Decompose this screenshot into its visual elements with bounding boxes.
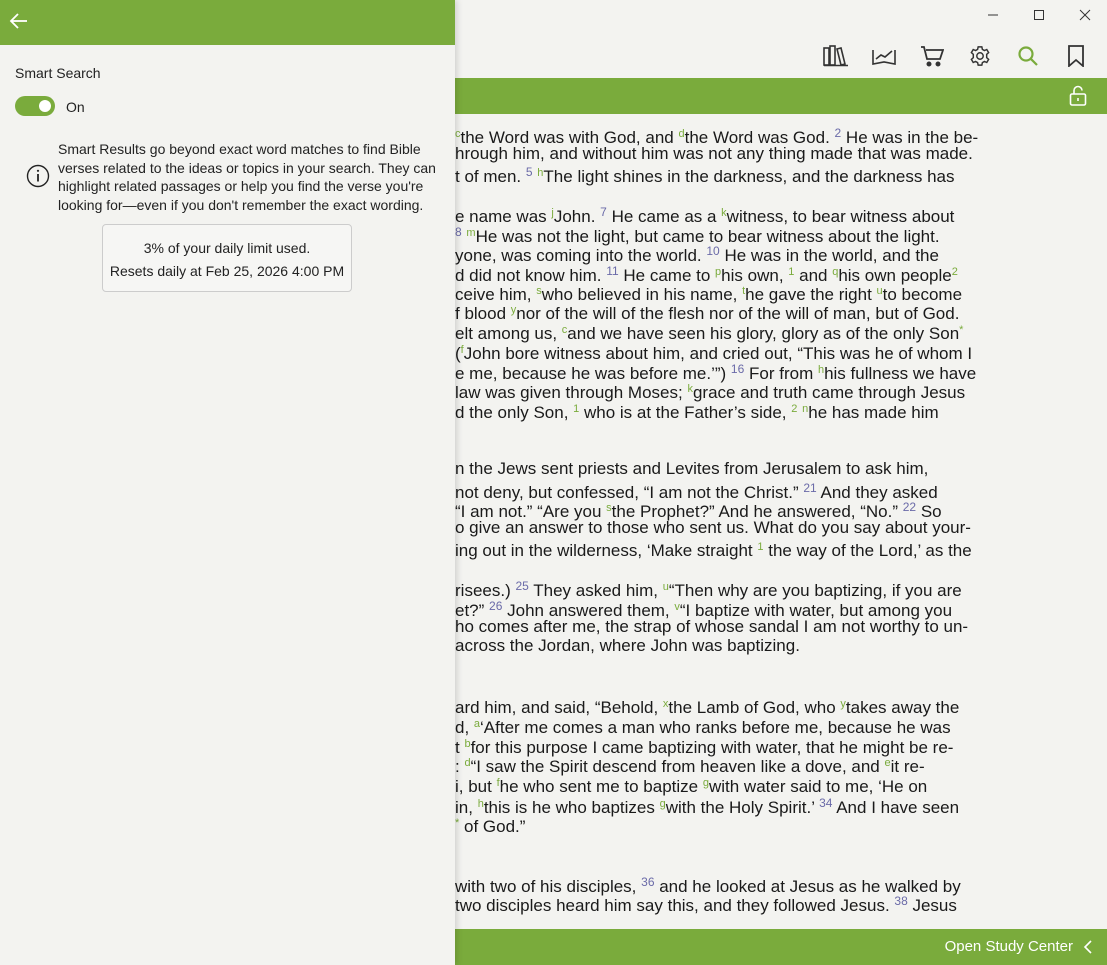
verse-text: the Word was with God, and bbox=[460, 128, 679, 147]
cross-reference-marker[interactable]: 1 bbox=[573, 402, 580, 415]
verse-text: the Word was God. bbox=[684, 128, 835, 147]
cross-reference-marker[interactable]: u bbox=[876, 284, 883, 297]
verse-text: of God.” bbox=[459, 816, 526, 836]
cross-reference-marker[interactable]: k bbox=[721, 206, 727, 219]
cross-reference-marker[interactable]: d bbox=[464, 757, 471, 770]
search-icon bbox=[1017, 45, 1039, 67]
cross-reference-marker[interactable]: * bbox=[959, 324, 964, 336]
verse-text: John. bbox=[553, 206, 601, 226]
verse-text: two disciples heard him say this, and they followed Jesus. bbox=[455, 896, 895, 916]
verse-number[interactable]: 11 bbox=[606, 263, 619, 278]
cross-reference-marker[interactable]: x bbox=[662, 698, 669, 711]
lock-button[interactable] bbox=[1067, 85, 1089, 107]
verse-text: And they asked bbox=[816, 482, 938, 502]
verse-number[interactable]: 7 bbox=[600, 204, 607, 219]
scripture-line bbox=[455, 459, 928, 479]
verse-text: law was given through Moses; bbox=[455, 383, 688, 403]
verse-text: t of men. bbox=[455, 167, 526, 187]
verse-text: and he looked at Jesus as he walked by bbox=[654, 876, 961, 896]
cross-reference-marker[interactable]: g bbox=[659, 797, 666, 810]
toggle-state-label: On bbox=[66, 99, 85, 115]
verse-text: d did not know him. bbox=[455, 265, 607, 285]
verse-text: i, but bbox=[455, 777, 497, 797]
cross-reference-marker[interactable]: h bbox=[817, 364, 825, 377]
verse-number[interactable]: 34 bbox=[819, 795, 833, 810]
verse-text: ing out in the wilderness, ‘Make straight bbox=[455, 540, 758, 560]
usage-percent-text: 3% of your daily limit used. bbox=[143, 240, 311, 256]
verse-text: d the only Son, bbox=[455, 402, 574, 422]
verse-text: yone, was coming into the world. bbox=[455, 246, 707, 266]
verse-number[interactable]: 8 bbox=[455, 224, 462, 239]
info-icon bbox=[26, 164, 50, 188]
cross-reference-marker[interactable]: y bbox=[510, 304, 517, 317]
verse-text: f blood bbox=[455, 304, 511, 324]
verse-text: his own, bbox=[721, 265, 789, 285]
verse-text: n the Jews sent priests and Levites from Jerusalem to ask him, bbox=[455, 458, 929, 478]
cross-reference-marker[interactable]: p bbox=[715, 265, 722, 278]
verse-text: o give an answer to those who sent us. What do you say about your- bbox=[455, 518, 971, 537]
verse-text: with water said to me, ‘He on bbox=[708, 777, 928, 797]
verse-text: And I have seen bbox=[832, 797, 960, 817]
cross-reference-marker[interactable]: 1 bbox=[788, 265, 795, 278]
cross-reference-marker[interactable]: g bbox=[702, 777, 709, 790]
verse-text: t bbox=[455, 737, 465, 757]
verse-text: He came as a bbox=[606, 206, 722, 226]
verse-text: d, bbox=[455, 718, 474, 737]
verse-text: “I saw the Spirit descend from heaven like a dove, and bbox=[470, 757, 885, 777]
cross-reference-marker[interactable]: q bbox=[832, 265, 839, 278]
store-button[interactable] bbox=[916, 40, 948, 72]
verse-text: who believed in his name, bbox=[541, 284, 743, 304]
verse-text: He was not the light, but came to bear witness about the light. bbox=[475, 226, 940, 246]
verse-number[interactable]: 25 bbox=[515, 579, 529, 594]
smart-search-toggle[interactable] bbox=[15, 96, 55, 116]
verse-text: The light shines in the darkness, and the darkness has bbox=[543, 167, 955, 187]
back-button[interactable] bbox=[8, 10, 32, 34]
verse-text: the Prophet?” And he answered, “No.” bbox=[611, 502, 903, 522]
usage-card bbox=[102, 224, 352, 292]
verse-text: “I am not.” “Are you bbox=[455, 502, 607, 522]
verse-number[interactable]: 21 bbox=[803, 480, 817, 495]
cross-reference-marker[interactable]: a bbox=[473, 718, 481, 730]
verse-text: Jesus bbox=[907, 896, 957, 916]
cross-reference-marker[interactable]: 1 bbox=[757, 540, 764, 553]
verse-text: elt among us, bbox=[455, 324, 562, 343]
cross-reference-marker[interactable]: m bbox=[466, 226, 476, 239]
verse-text: He was in the world, and the bbox=[719, 246, 939, 266]
verse-text: ho comes after me, the strap of whose sandal I am not worthy to un- bbox=[455, 616, 969, 636]
verse-text: in, bbox=[455, 797, 478, 817]
bookmarks-button[interactable] bbox=[1060, 40, 1092, 72]
verse-text: not deny, but confessed, “I am not the Christ.” bbox=[455, 482, 804, 502]
verse-text: e me, because he was before me.’”) bbox=[455, 364, 731, 384]
verse-text: ( bbox=[455, 343, 461, 363]
cross-reference-marker[interactable]: e bbox=[884, 757, 891, 770]
verse-text: he gave the right bbox=[745, 284, 877, 304]
minimize-icon bbox=[987, 9, 999, 21]
close-icon bbox=[1079, 9, 1091, 21]
cross-reference-marker[interactable]: y bbox=[840, 698, 846, 711]
verse-text: John answered them, bbox=[502, 600, 675, 620]
maximize-button[interactable] bbox=[1016, 0, 1062, 30]
verse-text: across the Jordan, where John was baptizing. bbox=[455, 636, 800, 656]
cross-reference-marker[interactable]: s bbox=[606, 502, 612, 515]
verse-text: for this purpose I came baptizing with water, that he might be re- bbox=[470, 737, 954, 757]
verse-text: with the Holy Spirit.’ bbox=[665, 797, 820, 817]
verse-text: John bore witness about him, and cried out, “This was he of whom I bbox=[463, 343, 973, 363]
cross-reference-marker[interactable]: f bbox=[460, 343, 464, 356]
verse-text: ard him, and said, “Behold, bbox=[455, 698, 663, 718]
cross-reference-marker[interactable]: b bbox=[464, 737, 471, 750]
reading-plans-icon bbox=[872, 46, 896, 66]
smart-search-label: Smart Search bbox=[15, 65, 101, 81]
verse-number[interactable]: 26 bbox=[489, 598, 503, 613]
chevron-left-icon bbox=[1083, 940, 1093, 954]
description-line: verses related to the ideas or topics in your search. They can bbox=[58, 159, 436, 176]
verse-text: nor of the will of the flesh nor of the will of man, but of God. bbox=[516, 304, 960, 324]
verse-text: et?” bbox=[455, 600, 490, 620]
scripture-line bbox=[455, 794, 959, 818]
gear-icon bbox=[969, 45, 991, 67]
verse-text: hrough him, and without him was not any thing made that was made. bbox=[455, 143, 973, 163]
library-icon bbox=[823, 45, 849, 67]
cross-reference-marker[interactable]: c bbox=[561, 324, 568, 336]
verse-text: He came to bbox=[618, 265, 716, 285]
smart-results-description bbox=[58, 140, 436, 214]
verse-text: So bbox=[916, 502, 942, 522]
verse-text: to become bbox=[882, 284, 963, 304]
cross-reference-marker[interactable]: h bbox=[477, 797, 484, 810]
main-toolbar bbox=[455, 36, 1107, 74]
verse-text: the Lamb of God, who bbox=[668, 698, 841, 718]
verse-text: : bbox=[455, 757, 465, 777]
verse-text: They asked him, bbox=[528, 581, 663, 601]
scripture-line bbox=[455, 636, 800, 656]
cross-reference-marker[interactable]: 2 bbox=[791, 402, 798, 415]
verse-text: this is he who baptizes bbox=[483, 797, 660, 817]
scripture-line bbox=[455, 163, 955, 187]
verse-text: “Then why are you baptizing, if you are bbox=[668, 581, 962, 601]
description-line: highlight related passages or help you find the verse you're bbox=[58, 178, 424, 194]
verse-text: he has made him bbox=[808, 402, 939, 422]
verse-text: For from bbox=[744, 364, 818, 384]
description-line: looking for—even if you don't remember the exact wording. bbox=[58, 196, 424, 213]
verse-text: it re- bbox=[890, 757, 925, 777]
cross-reference-marker[interactable]: n bbox=[802, 402, 809, 415]
bookmark-icon bbox=[1067, 45, 1085, 67]
verse-text: with two of his disciples, bbox=[455, 876, 642, 896]
scripture-line bbox=[455, 892, 957, 916]
scripture-line bbox=[455, 814, 525, 837]
close-button[interactable] bbox=[1062, 0, 1107, 30]
search-button[interactable] bbox=[1012, 40, 1044, 72]
cross-reference-marker[interactable]: f bbox=[496, 777, 500, 790]
reading-plans-button[interactable] bbox=[868, 40, 900, 72]
study-center-label: Open Study Center bbox=[944, 938, 1073, 955]
cross-reference-marker[interactable]: k bbox=[687, 383, 693, 396]
smart-search-panel bbox=[0, 0, 455, 965]
bible-reader-pane[interactable] bbox=[455, 120, 1107, 928]
settings-button[interactable] bbox=[964, 40, 996, 72]
scripture-line bbox=[455, 518, 971, 538]
verse-text: and bbox=[794, 265, 833, 285]
arrow-left-icon bbox=[8, 10, 30, 32]
verse-number[interactable]: 10 bbox=[706, 244, 720, 259]
verse-text: his fullness we have bbox=[824, 364, 977, 384]
cross-reference-marker[interactable]: 2 bbox=[951, 265, 958, 278]
minimize-button[interactable] bbox=[970, 0, 1016, 30]
bottom-bar bbox=[455, 929, 1107, 965]
verse-text: witness, to bear witness about bbox=[726, 206, 955, 226]
cross-reference-marker[interactable]: * bbox=[455, 816, 460, 829]
verse-number[interactable]: 16 bbox=[730, 362, 745, 377]
scripture-line bbox=[455, 617, 968, 637]
verse-number[interactable]: 36 bbox=[641, 874, 655, 889]
reader-header-bar bbox=[455, 78, 1107, 114]
unlock-icon bbox=[1067, 85, 1089, 107]
cross-reference-marker[interactable]: u bbox=[662, 581, 669, 594]
cross-reference-marker[interactable]: h bbox=[537, 167, 544, 180]
verse-text: who is at the Father’s side, bbox=[579, 402, 792, 422]
verse-text: grace and truth came through Jesus bbox=[692, 383, 966, 403]
verse-text: ceive him, bbox=[455, 284, 537, 304]
maximize-icon bbox=[1033, 9, 1045, 21]
verse-text: takes away the bbox=[845, 698, 960, 718]
scripture-line bbox=[455, 400, 939, 423]
verse-text: and we have seen his glory, glory as of the only Son bbox=[567, 324, 960, 343]
verse-text: he who sent me to baptize bbox=[499, 777, 703, 797]
scripture-line bbox=[455, 144, 973, 164]
panel-header bbox=[0, 0, 455, 45]
cross-reference-marker[interactable]: c bbox=[455, 128, 461, 140]
verse-text: He was in the be- bbox=[841, 128, 979, 147]
scripture-line bbox=[455, 538, 972, 561]
cross-reference-marker[interactable]: s bbox=[536, 284, 542, 297]
verse-number[interactable]: 22 bbox=[902, 500, 917, 515]
usage-reset-text: Resets daily at Feb 25, 2026 4:00 PM bbox=[109, 263, 345, 279]
library-button[interactable] bbox=[820, 40, 852, 72]
verse-text: ‘After me comes a man who ranks before me, because he was bbox=[480, 718, 951, 737]
cross-reference-marker[interactable]: d bbox=[678, 128, 685, 140]
cross-reference-marker[interactable]: j bbox=[551, 206, 554, 219]
verse-text: risees.) bbox=[455, 581, 516, 601]
verse-number[interactable]: 2 bbox=[834, 126, 842, 140]
cross-reference-marker[interactable]: v bbox=[674, 600, 680, 613]
cart-icon bbox=[920, 45, 944, 67]
description-line: Smart Results go beyond exact word matches to find Bible bbox=[58, 141, 421, 157]
verse-text: his own people bbox=[838, 265, 952, 285]
verse-number[interactable]: 38 bbox=[894, 894, 908, 909]
verse-text: e name was bbox=[455, 206, 552, 226]
verse-number[interactable]: 5 bbox=[525, 165, 533, 180]
cross-reference-marker[interactable]: t bbox=[742, 284, 746, 297]
verse-text: the way of the Lord,’ as the bbox=[763, 540, 972, 560]
verse-text: “I baptize with water, but among you bbox=[679, 600, 953, 620]
open-study-center-button[interactable] bbox=[945, 938, 1093, 955]
